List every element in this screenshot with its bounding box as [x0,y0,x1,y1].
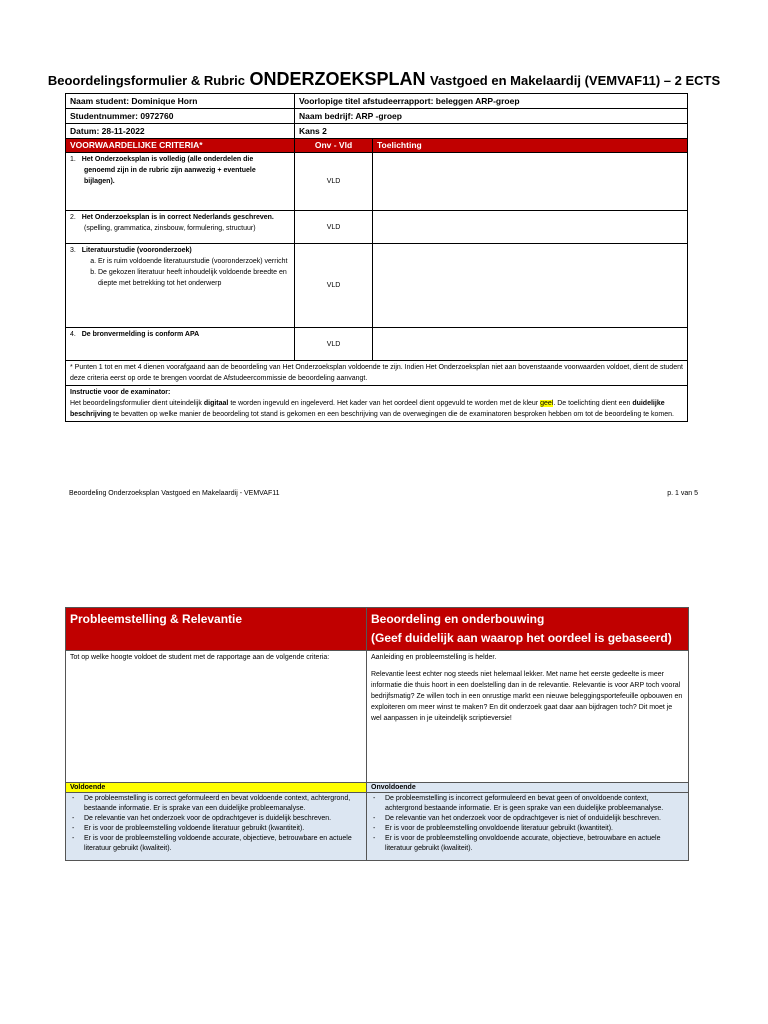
score-header-label: Onv - Vld [295,139,373,153]
criteria-header [66,139,688,153]
examiner-instruction: Instructie voor de examinator: Het beoordelingsformulier dient uiteindelijk digitaal te worden ingevuld en ingeleverd. Het kader van het oordeel dient opgevuld te worden met de kleur geel. De toelichting dient een duidelijke beschrijving te bevatten op welke manier de beoordeling tot stand is gekomen en een beschrijving van de overwegingen die de examinatoren besproken hebben om tot de beoordeling te komen. [66,386,688,422]
sub-criterion: a. Er is ruim voldoende literatuurstudie (vooronderzoek) verricht [98,256,290,267]
criterion-remarks[interactable] [373,211,688,244]
attempt-number: Kans 2 [295,124,688,139]
criteria-footnote: * Punten 1 tot en met 4 dienen voorafgaand aan de beoordeling van Het Onderzoeksplan voldoende te zijn. Indien Het Onderzoeksplan niet aan bovenstaande voorwaarden voldoet, dient de student deze criteria eerst op orde te brengen voordat de Afstudeercommissie de beoordeling aanvangt. [66,361,688,386]
descriptor-item: - De relevantie van het onderzoek voor de opdrachtgever is niet of onduidelijk beschreven. [381,814,684,824]
assessment-date: Datum: 28-11-2022 [66,124,295,139]
rubric-assessment-title: Beoordeling en onderbouwing (Geef duidelijk aan waarop het oordeel is gebaseerd) [367,608,689,651]
info-row [66,109,688,124]
criterion-text: 3. Literatuurstudie (vooronderzoek) a. Er is ruim voldoende literatuurstudie (vooronderzoek) verricht b. De gekozen literatuur heeft inhoudelijk voldoende breedte en diepte met betrekking tot het onderwerp [66,244,295,328]
rubric-question: Tot op welke hoogte voldoet de student met de rapportage aan de volgende criteria: [66,651,367,783]
criterion-remarks[interactable] [373,328,688,361]
rubric-levels [66,783,689,793]
company-name: Naam bedrijf: ARP -groep [295,109,688,124]
descriptor-item: - Er is voor de probleemstelling voldoende accurate, objectieve, betrouwbare en actuele literatuur gebruikt (kwaliteit). [80,834,362,854]
title-part-2: ONDERZOEKSPLAN [249,69,426,89]
criterion-remarks[interactable] [373,153,688,211]
rubric-body [66,651,689,783]
sufficient-descriptors [66,793,367,861]
descriptor-item: - Er is voor de probleemstelling voldoende literatuur gebruikt (kwantiteit). [80,824,362,834]
footer-page-number: p. 1 van 5 [667,490,698,497]
criterion-row [66,153,688,211]
descriptor-item: - De probleemstelling is correct geformuleerd en bevat voldoende context, achtergrond, bestaande informatie. Er is sprake van een duidelijke probleemanalyse. [80,794,362,814]
criterion-row [66,244,688,328]
criterion-row [66,328,688,361]
level-sufficient[interactable]: Voldoende [66,783,367,793]
sub-criteria-list [70,256,290,289]
criterion-score[interactable]: VLD [295,211,373,244]
document-title [0,69,768,90]
rubric-section-title: Probleemstelling & Relevantie [66,608,367,651]
descriptor-item: - Er is voor de probleemstelling onvoldoende accurate, objectieve, betrouwbare en actuele literatuur gebruikt (kwaliteit). [381,834,684,854]
info-row [66,124,688,139]
highlight-yellow: geel [540,400,554,407]
student-number: Studentnummer: 0972760 [66,109,295,124]
instruction-heading: Instructie voor de examinator: [70,389,171,396]
criterion-text: 2. Het Onderzoeksplan is in correct Nederlands geschreven. (spelling, grammatica, zinsbouw, formulering, structuur) [66,211,295,244]
level-insufficient[interactable]: Onvoldoende [367,783,689,793]
page-footer [69,490,698,497]
descriptor-item: - Er is voor de probleemstelling onvoldoende literatuur gebruikt (kwantiteit). [381,824,684,834]
criteria-header-label: VOORWAARDELIJKE CRITERIA* [66,139,295,153]
descriptor-item: - De probleemstelling is incorrect geformuleerd en bevat geen of onvoldoende context, achtergrond bestaande informatie. Er is geen sprake van een duidelijke probleemanalyse. [381,794,684,814]
title-part-3: Vastgoed en Makelaardij (VEMVAF11) – 2 ECTS [429,73,721,88]
criterion-remarks[interactable] [373,244,688,328]
rubric-header [66,608,689,651]
report-title: Voorlopige titel afstudeerrapport: beleggen ARP-groep [295,94,688,109]
student-name: Naam student: Dominique Horn [66,94,295,109]
remarks-header-label: Toelichting [373,139,688,153]
info-row [66,94,688,109]
rubric-table [65,607,689,861]
criterion-score[interactable]: VLD [295,328,373,361]
footnote-row [66,361,688,386]
rubric-assessment[interactable]: Aanleiding en probleemstelling is helder. Relevantie leest echter nog steeds niet helemaal lekker. Met name het eerste gedeelte is meer informatie die thuis hoort in een doelstelling dan in de relevantie. Relevantie is voor ARP toch vooral bedrijfsmatig? Ze willen toch in een onrustige markt een nieuwe beleggingsportefeuille opbouwen en exploiteren om meer winst te maken? En dit onderzoek gaat daar aan bijdragen toch? Dit moet je wel aanpassen in je uiteindelijk scriptieversie! [367,651,689,783]
instruction-row [66,386,688,422]
criterion-score[interactable]: VLD [295,244,373,328]
footer-document-name: Beoordeling Onderzoeksplan Vastgoed en Makelaardij - VEMVAF11 [69,490,280,497]
descriptor-item: - De relevantie van het onderzoek voor de opdrachtgever is duidelijk beschreven. [80,814,362,824]
sub-criterion: b. De gekozen literatuur heeft inhoudelijk voldoende breedte en diepte met betrekking tot het onderwerp [98,267,290,289]
criterion-row [66,211,688,244]
criterion-text: 1. Het Onderzoeksplan is volledig (alle onderdelen die genoemd zijn in de rubric zijn aanwezig + eventuele bijlagen). [66,153,295,211]
criteria-table [65,93,688,422]
rubric-descriptors [66,793,689,861]
criterion-text: 4. De bronvermelding is conform APA [66,328,295,361]
title-part-1: Beoordelingsformulier & Rubric [47,73,246,88]
insufficient-descriptors [367,793,689,861]
criterion-score[interactable]: VLD [295,153,373,211]
